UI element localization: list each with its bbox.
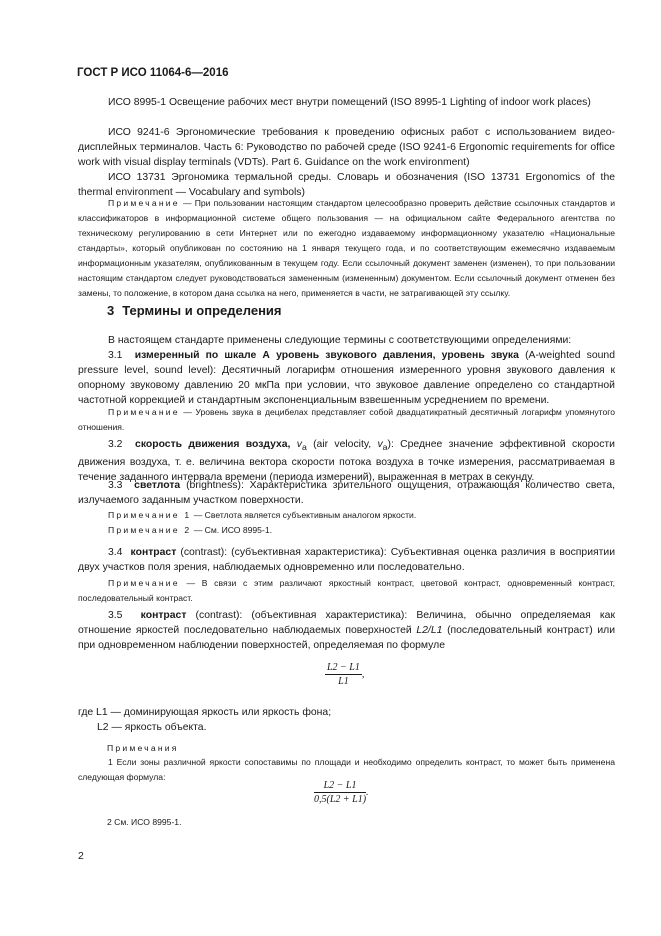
term-definition: (contrast): (субъективная характеристика): Субъективная оценка различия в восприятии двух участков поля зрения, наблюдаемых одновременно или последовательно. [78, 547, 616, 573]
formula-2 [314, 780, 369, 805]
term-3-1 [78, 348, 615, 408]
symbol: v [377, 439, 383, 450]
term-definition: (brightness): Характеристика зрительного ощущения, отражающая количество света, излучаемого заданным участком поверхности. [78, 480, 615, 506]
term-definition: (A-weighted sound pressure level, sound level): Десятичный логарифм отношения измеренного уровня звукового давления к опорному звуковому давлению 20 мкПа при условии, что звуковое давление определено со стандартной частотной коррекцией и стандартным экспоненциальным взвешенным усреднением по времени. [78, 350, 615, 406]
note-text: — В связи с этим различают яркостный контраст, цветовой контраст, одновременный контраст, последовательный контраст. [78, 578, 615, 603]
symbol: v [296, 439, 302, 450]
note-label: Примечание [108, 578, 180, 588]
term-definition: (contrast): (объективная характеристика): Величина, обычно определяемая как отношение яркостей последовательно наблюдаемых поверхностей [78, 610, 615, 636]
note-label: Примечание 2 [108, 525, 192, 535]
symbol-subscript: a [301, 442, 307, 453]
term-name: контраст [140, 610, 187, 621]
formula-trail: . [366, 786, 369, 798]
note-text: — При пользовании настоящим стандартом целесообразно проверить действие ссылочных стандартов и классификаторов в информационной системе общего пользования — на официальном сайте Федерального агентства по техническому регулированию в сети Интернет или по ежегодно издаваемому информационному указателю «Национальные стандарты», который опубликован по состоянию на 1 января текущего года, и по соответствующим ежемесячно издаваемым информационным указателям, опубликованным в текущем году. Если ссылочный документ заменен (изменен), то при пользовании настоящим стандартом следует руководствоваться замененным (измененным) документом. Если ссылочный документ отменен без замены, то положение, в котором дана ссылка на него, применяется в части, не затрагивающей эту ссылку. [78, 198, 616, 298]
term-english: (air velocity, [313, 439, 372, 450]
term-number: 3.2 [108, 439, 123, 450]
reference-iso-13731: ИСО 13731 Эргономика термальной среды. Словарь и обозначения (ISO 13731 Ergonomics of the thermal environment — Vocabulary and symbols) [78, 172, 615, 198]
note-text: — См. ИСО 8995-1. [193, 525, 272, 535]
section-intro: В настоящем стандарте применены следующие термины с соответствующими определениями: [108, 335, 572, 346]
note-3-3-2 [78, 523, 615, 538]
note-1: 1 Если зоны различной яркости сопоставимы по площади и необходимо определить контраст, то может быть применена следующая формула: [78, 757, 615, 782]
section-title: Термины и определения [122, 303, 282, 318]
term-number: 3.1 [108, 350, 123, 361]
note-label: Примечание 1 [108, 510, 192, 520]
term-name: контраст [130, 547, 177, 558]
formula-denominator: L1 [338, 676, 349, 687]
ratio: L2/L1 [416, 625, 443, 636]
note-3-4 [78, 576, 615, 606]
reference-note [78, 196, 615, 301]
formula-1 [325, 662, 364, 687]
note-text: — Уровень звука в децибелах представляет собой двадцатикратный десятичный логарифм упомянутого отношения. [78, 407, 615, 432]
formula-trail: , [361, 668, 365, 680]
term-definition-cont: (последовательный контраст) или при одновременном наблюдении поверхностей, определяемая по формуле [78, 625, 616, 651]
note-2: 2 См. ИСО 8995-1. [107, 817, 182, 827]
term-3-4 [78, 545, 615, 575]
formula-numerator: L2 − L1 [314, 780, 366, 793]
reference-iso-8995: ИСО 8995-1 Освещение рабочих мест внутри помещений (ISO 8995-1 Lighting of indoor work places) [108, 97, 591, 108]
notes-heading: Примечания [107, 743, 179, 753]
term-name: измеренный по шкале А уровень звукового давления, уровень звука [134, 350, 519, 361]
section-heading [107, 303, 290, 318]
term-3-5 [78, 608, 615, 653]
note-label: Примечание [108, 407, 180, 417]
section-number: 3 [107, 303, 115, 318]
reference-iso-9241: ИСО 9241-6 Эргономические требования к проведению офисных работ с использованием видео-дисплейных терминалов. Часть 6: Руководство по рабочей среде (ISO 9241-6 Ergonomic requirements for office work with visual display terminals (VDTs). Part 6. Guidance on the work environment) [78, 127, 615, 168]
page-number: 2 [78, 850, 84, 862]
term-number: 3.3 [108, 480, 123, 491]
formula-denominator: 0,5(L2 + L1) [314, 794, 367, 805]
note-3-3-1 [78, 508, 615, 523]
note-3-1 [78, 405, 615, 435]
term-number: 3.5 [108, 610, 123, 621]
document-header: ГОСТ Р ИСО 11064-6—2016 [77, 67, 229, 79]
term-definition: ): Среднее значение эффективной скорости движения воздуха, т. е. величина вектора скорости потока воздуха в точке измерения, рассматриваемая в течение заданного интервала времени (периода измерений), выраженная в метрах в секунду. [78, 439, 615, 484]
note-text: — Светлота является субъективным аналогом яркости. [193, 510, 417, 520]
where-line-2: L2 — яркость объекта. [97, 722, 207, 733]
where-line-1: где L1 — доминирующая яркость или яркость фона; [78, 707, 332, 718]
term-name: скорость движения воздуха, [135, 439, 291, 450]
formula-numerator: L2 − L1 [327, 662, 360, 673]
symbol-subscript: a [382, 442, 388, 453]
term-number: 3.4 [108, 547, 123, 558]
term-3-3 [78, 478, 615, 508]
term-name: светлота [134, 480, 181, 491]
note-label: Примечание [108, 198, 180, 208]
